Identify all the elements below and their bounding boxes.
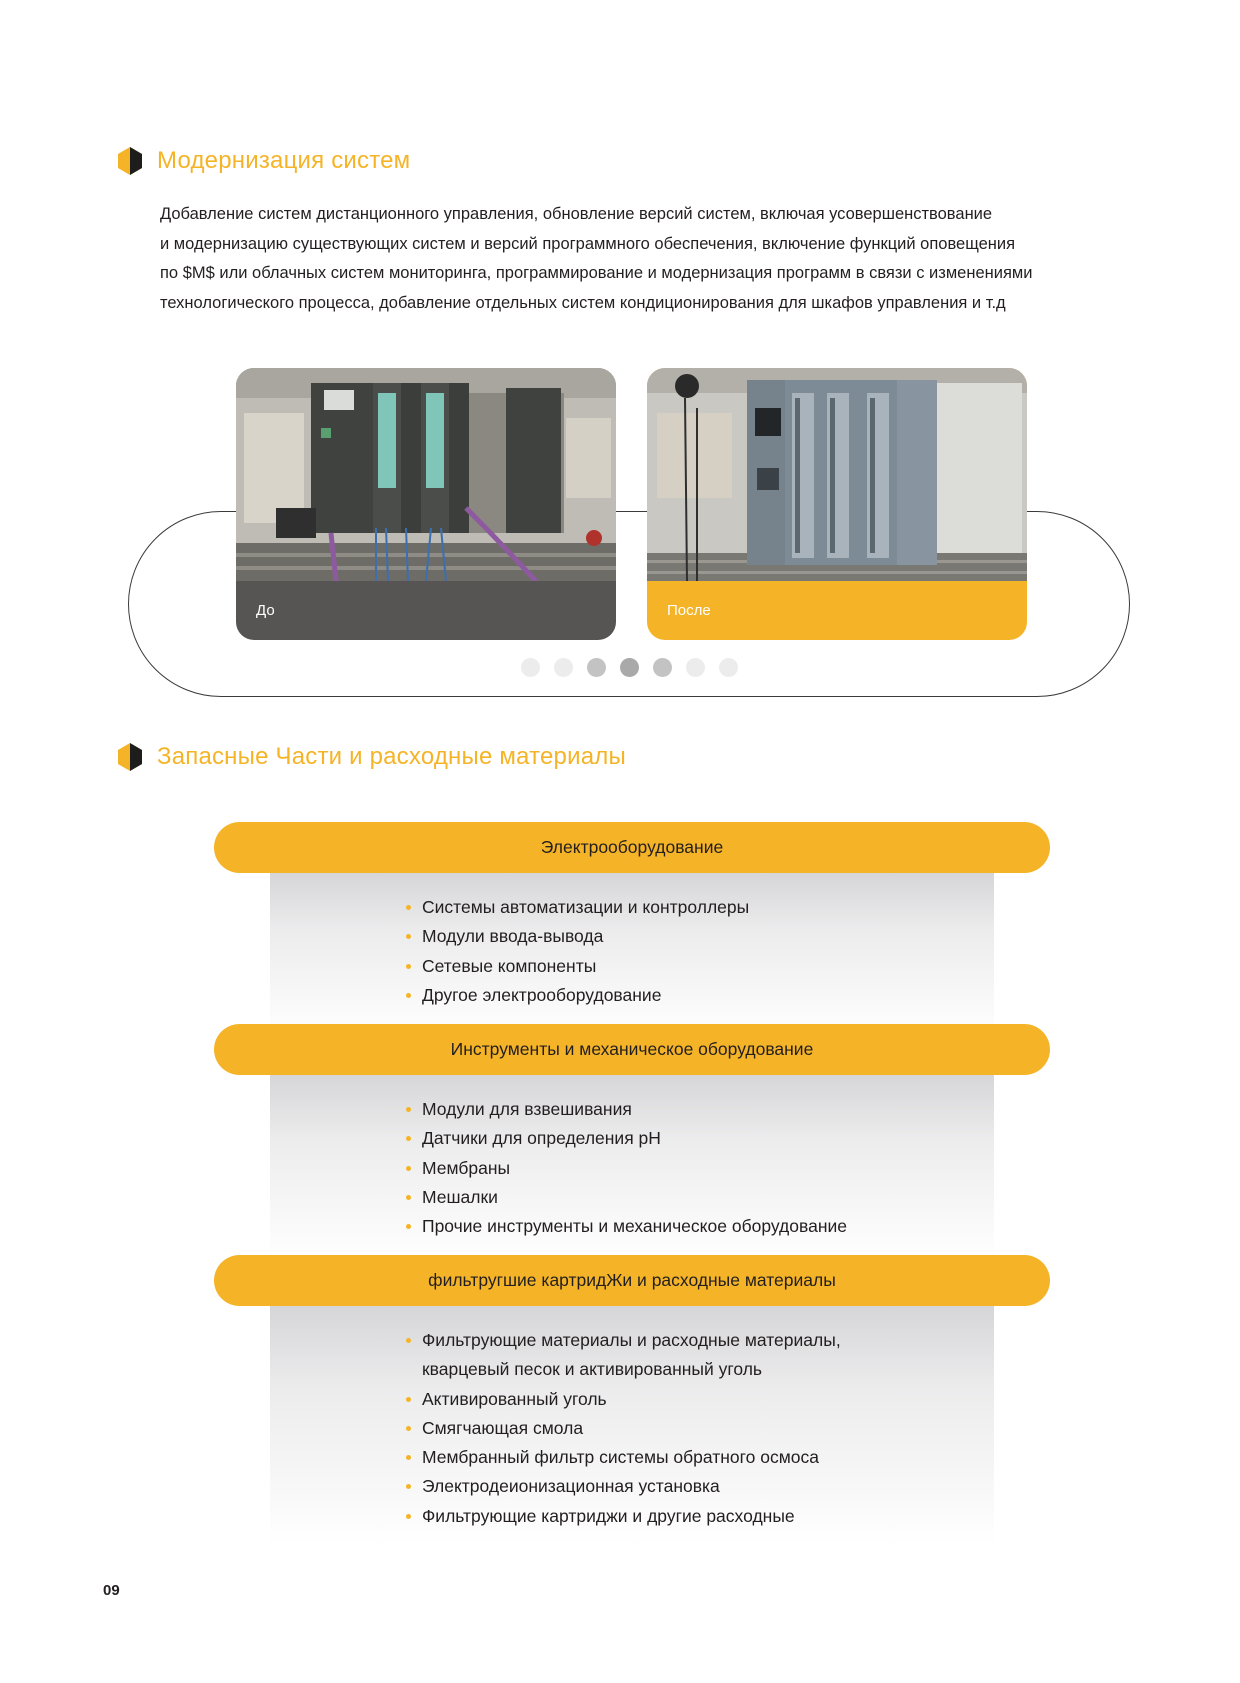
plc-before-photo xyxy=(236,368,616,581)
list-item xyxy=(406,1326,994,1385)
carousel-dot[interactable] xyxy=(620,658,639,677)
list-item-line: Фильтрующие материалы и расходные материалы, xyxy=(422,1330,841,1350)
list-item: Активированный уголь xyxy=(406,1385,994,1414)
category-list-panel xyxy=(270,1306,994,1546)
plc-after-photo xyxy=(647,368,1027,581)
list-item: Смягчающая смола xyxy=(406,1414,994,1443)
hexagon-icon xyxy=(117,146,143,176)
category-header: Электрооборудование xyxy=(214,822,1050,873)
after-card[interactable] xyxy=(647,368,1027,640)
list-item: Мембраны xyxy=(406,1154,994,1183)
section-title: Запасные Части и расходные материалы xyxy=(157,743,626,770)
category-header: фильтругшие картридЖи и расходные материалы xyxy=(214,1255,1050,1306)
list-item: Фильтрующие картриджи и другие расходные xyxy=(406,1502,994,1531)
list-item: Датчики для определения pH xyxy=(406,1124,994,1153)
before-card[interactable] xyxy=(236,368,616,640)
category-list-panel xyxy=(270,1075,994,1260)
list-item: Мешалки xyxy=(406,1183,994,1212)
list-item: Прочие инструменты и механическое оборудование xyxy=(406,1212,994,1241)
section-header-modernization xyxy=(117,146,410,176)
category-instruments xyxy=(214,1024,1050,1260)
before-caption: До xyxy=(256,602,275,619)
carousel-pagination[interactable] xyxy=(521,658,738,677)
list-item: Системы автоматизации и контроллеры xyxy=(406,893,994,922)
category-electrical xyxy=(214,822,1050,1038)
category-list-panel xyxy=(270,873,994,1038)
list-item-line: кварцевый песок и активированный уголь xyxy=(422,1359,763,1380)
carousel-dot[interactable] xyxy=(686,658,705,677)
category-header: Инструменты и механическое оборудование xyxy=(214,1024,1050,1075)
intro-line: и модернизацию существующих систем и версий программного обеспечения, включение функций оповещения xyxy=(160,234,1016,253)
intro-line: по $M$ или облачных систем мониторинга, программирование и модернизация программ в связи с изменениями xyxy=(160,264,1033,282)
list-item: Модули ввода-вывода xyxy=(406,922,994,951)
section-title: Модернизация систем xyxy=(157,147,411,174)
hexagon-icon xyxy=(117,742,143,772)
carousel-dot[interactable] xyxy=(719,658,738,677)
carousel-dot[interactable] xyxy=(653,658,672,677)
list-item: Модули для взвешивания xyxy=(406,1095,994,1124)
intro-paragraph xyxy=(160,200,1080,318)
category-filters xyxy=(214,1255,1050,1546)
section-header-spare-parts xyxy=(117,742,626,772)
list-item: Мембранный фильтр системы обратного осмоса xyxy=(406,1443,994,1472)
list-item: Другое электрооборудование xyxy=(406,981,994,1010)
after-caption: После xyxy=(667,602,711,619)
carousel-dot[interactable] xyxy=(587,658,606,677)
list-item: Электродеионизационная установка xyxy=(406,1472,994,1501)
carousel-dot[interactable] xyxy=(554,658,573,677)
intro-line: технологического процесса, добавление отдельных систем кондиционирования для шкафов управления и т.д xyxy=(160,293,1006,312)
list-item: Сетевые компоненты xyxy=(406,952,994,981)
page-number: 09 xyxy=(103,1582,120,1599)
carousel-dot[interactable] xyxy=(521,658,540,677)
intro-line: Добавление систем дистанционного управления, обновление версий систем, включая усовершенствование xyxy=(160,205,993,223)
